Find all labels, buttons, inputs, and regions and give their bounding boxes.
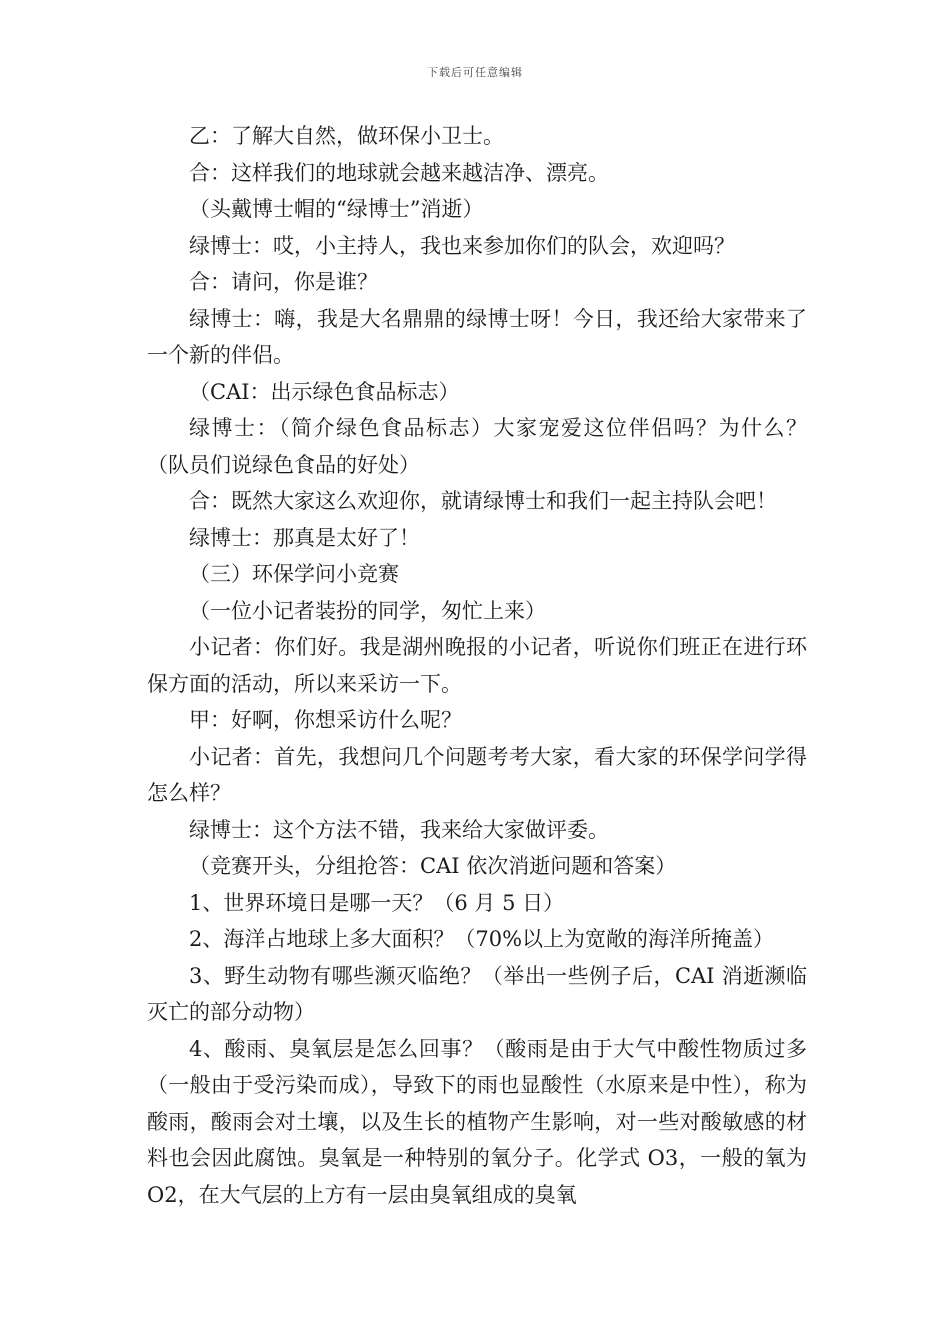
paragraph: 绿博士：哎，小主持人，我也来参加你们的队会，欢迎吗？ xyxy=(189,233,735,258)
page-header: 下载后可任意编辑 xyxy=(427,66,523,79)
paragraph: 1、世界环境日是哪一天？（6 月 5 日） xyxy=(189,890,565,915)
paragraph: 2、海洋占地球上多大面积？（70%以上为宽敞的海洋所掩盖） xyxy=(189,927,775,951)
paragraph: 合：这样我们的地球就会越来越洁净、漂亮。 xyxy=(189,160,609,185)
paragraph: 合：既然大家这么欢迎你，就请绿博士和我们一起主持队会吧！ xyxy=(189,489,777,513)
paragraph: （头戴博士帽的“绿博士”消逝） xyxy=(189,197,484,221)
paragraph: （CAI：出示绿色食品标志） xyxy=(189,379,460,404)
paragraph: （三）环保学问小竞赛 xyxy=(189,562,399,586)
paragraph: 甲：好啊，你想采访什么呢？ xyxy=(189,708,462,732)
paragraph: 合：请问，你是谁？ xyxy=(189,270,378,294)
paragraph: （竞赛开头，分组抢答：CAI 依次消逝问题和答案） xyxy=(189,854,677,878)
paragraph: 绿博士：那真是太好了！ xyxy=(189,525,420,550)
paragraph: 绿博士：这个方法不错，我来给大家做评委。 xyxy=(189,817,609,842)
paragraph: 绿博士：（简介绿色食品标志）大家宠爱这位伴侣吗？为什么？（队员们说绿色食品的好处） xyxy=(147,416,807,477)
document-body xyxy=(147,118,807,1213)
paragraph: 3、野生动物有哪些濒灭临绝？（举出一些例子后，CAI 消逝濒临灭亡的部分动物） xyxy=(147,963,807,1024)
paragraph: （一位小记者装扮的同学，匆忙上来） xyxy=(189,598,546,623)
paragraph: 小记者：你们好。我是湖州晚报的小记者，听说你们班正在进行环保方面的活动，所以来采访一下。 xyxy=(147,635,807,696)
paragraph: 乙：了解大自然，做环保小卫士。 xyxy=(189,124,504,148)
paragraph: 小记者：首先，我想问几个问题考考大家，看大家的环保学问学得怎么样？ xyxy=(147,744,807,805)
paragraph: 绿博士：嗨，我是大名鼎鼎的绿博士呀！今日，我还给大家带来了一个新的伴侣。 xyxy=(147,306,807,367)
paragraph: 4、酸雨、臭氧层是怎么回事？（酸雨是由于大气中酸性物质过多（一般由于受污染而成），导致下的雨也显酸性（水原来是中性），称为酸雨，酸雨会对土壤，以及生长的植物产生影响，对一些对酸敏感的材料也会因此腐蚀。臭氧是一种特别的氧分子。化学式 O3，一般的氧为 O2，在大气层的上方有一层由臭氧组成的臭氧 xyxy=(147,1036,807,1207)
